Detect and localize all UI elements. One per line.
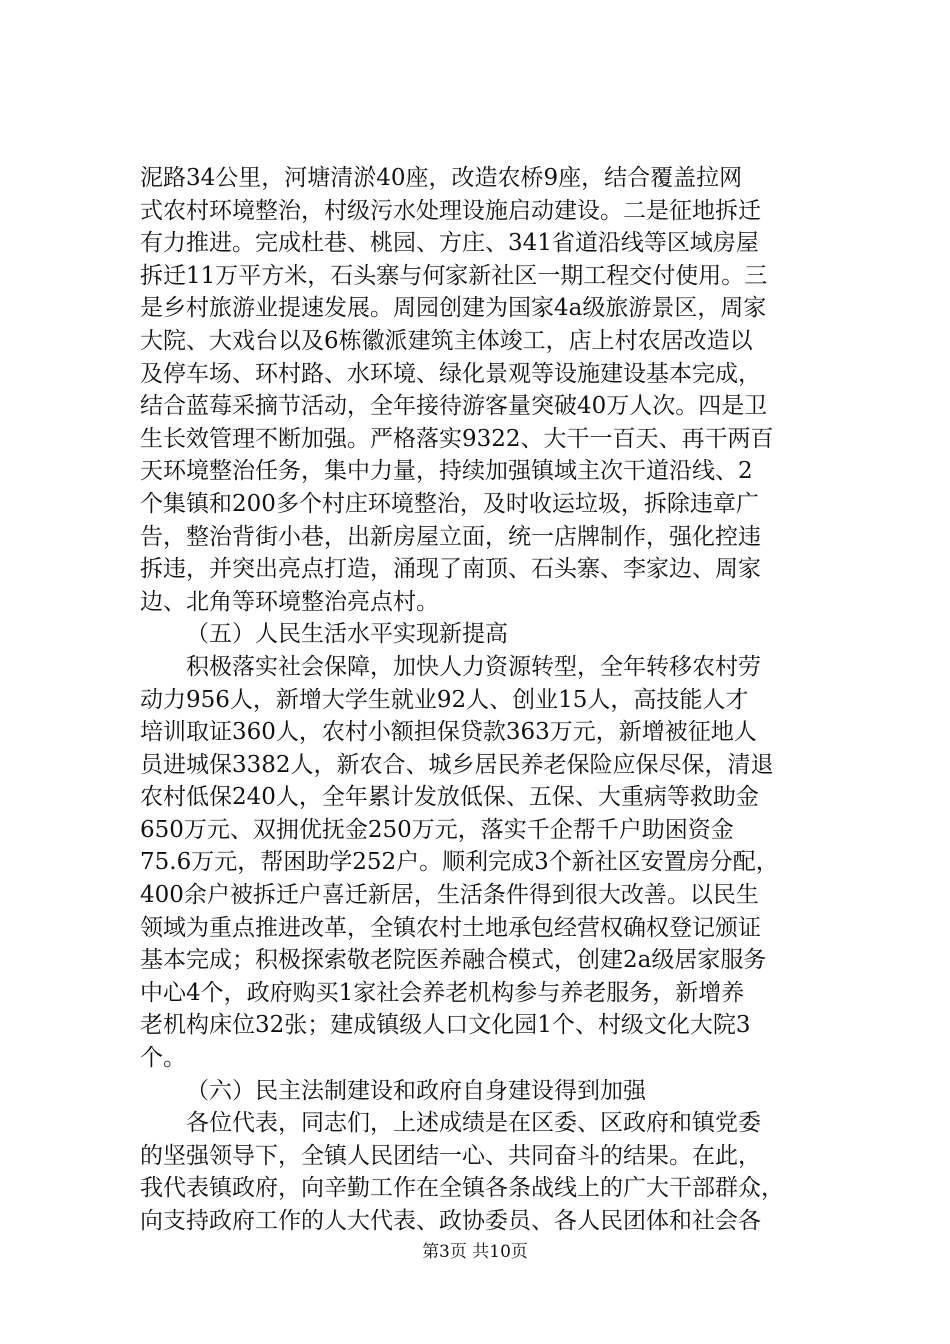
paragraph-start-line: 各位代表，同志们，上述成绩是在区委、区政府和镇党委 [186, 1110, 761, 1137]
text-line: 结合蓝莓采摘节活动，全年接待游客量突破40万人次。四是卫 [140, 393, 768, 420]
text-line: 及停车场、环村路、水环境、绿化景观等设施建设基本完成， [140, 360, 761, 387]
text-line: 农村低保240人，全年累计发放低保、五保、大重病等救助金 [140, 784, 759, 811]
text-line: 拆违，并突出亮点打造，涌现了南顶、石头寨、李家边、周家 [140, 556, 761, 583]
text-line: 的坚强领导下，全镇人民团结一心、共同奋斗的结果。在此， [140, 1142, 761, 1169]
text-line: 告，整治背街小巷，出新房屋立面，统一店牌制作，强化控违 [140, 523, 761, 550]
body-text [140, 162, 830, 1238]
section-heading-6: （六）民主法制建设和政府自身建设得到加强 [186, 1077, 646, 1104]
text-line: 式农村环境整治，村级污水处理设施启动建设。二是征地拆迁 [140, 197, 761, 224]
text-line: 天环境整治任务，集中力量，持续加强镇域主次干道沿线、2 [140, 458, 753, 485]
text-line: 向支持政府工作的人大代表、政协委员、各人民团体和社会各 [140, 1208, 761, 1234]
text-line: 员进城保3382人，新农合、城乡居民养老保险应保尽保，清退 [140, 751, 774, 778]
text-line: 75.6万元，帮困助学252户。顺利完成3个新社区安置房分配， [140, 849, 779, 876]
text-line: 老机构床位32张；建成镇级人口文化园1个、村级文化大院3 [140, 1012, 751, 1039]
paragraph-start-line: 积极落实社会保障，加快人力资源转型，全年转移农村劳 [186, 653, 761, 680]
text-line: 培训取证360人，农村小额担保贷款363万元，新增被征地人 [140, 719, 757, 746]
text-line: 有力推进。完成杜巷、桃园、方庄、341省道沿线等区域房屋 [140, 230, 759, 257]
text-line: 拆迁11万平方米，石头寨与何家新社区一期工程交付使用。三 [140, 262, 768, 289]
text-line: 400余户被拆迁户喜迁新居，生活条件得到很大改善。以民生 [140, 882, 759, 909]
text-line: 泥路34公里，河塘清淤40座，改造农桥9座，结合覆盖拉网 [140, 165, 743, 191]
page-number-label: 第3页 共10页 [422, 1242, 528, 1262]
text-line: 领域为重点推进改革，全镇农村土地承包经营权确权登记颁证 [140, 914, 761, 941]
text-line: 我代表镇政府，向辛勤工作在全镇各条战线上的广大干部群众， [140, 1175, 784, 1202]
text-line: 中心4个，政府购买1家社会养老机构参与养老服务，新增养 [140, 979, 745, 1006]
text-line: 是乡村旅游业提速发展。周园创建为国家4a级旅游景区，周家 [140, 295, 767, 322]
text-line: 生长效管理不断加强。严格落实9322、大干一百天、再干两百 [140, 425, 774, 452]
text-line: 个。 [140, 1045, 186, 1072]
text-line: 边、北角等环境整治亮点村。 [140, 588, 439, 615]
section-heading-5: （五）人民生活水平实现新提高 [186, 621, 508, 648]
text-line: 动力956人，新增大学生就业92人、创业15人，高技能人才 [140, 686, 749, 713]
text-line: 个集镇和200多个村庄环境整治，及时收运垃圾，拆除违章广 [140, 490, 759, 517]
text-line: 大院、大戏台以及6栋徽派建筑主体竣工，店上村农居改造以 [140, 327, 753, 354]
text-line: 基本完成；积极探索敬老院医养融合模式，创建2a级居家服务 [140, 947, 767, 974]
text-line: 650万元、双拥优抚金250万元，落实千企帮千户助困资金 [140, 816, 734, 843]
page-footer [0, 1241, 950, 1263]
